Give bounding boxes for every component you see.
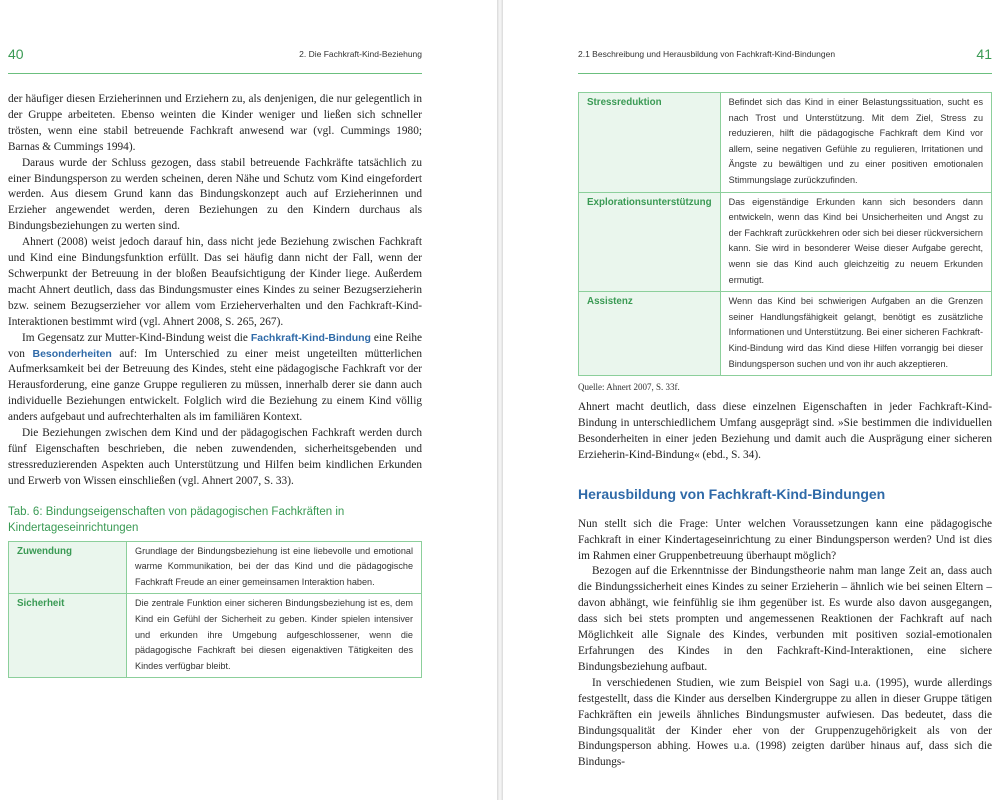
- left-page-header: [8, 44, 422, 74]
- text-run: eine Reihe von: [8, 331, 422, 360]
- page-number: 40: [8, 46, 24, 62]
- table-row: [579, 192, 992, 292]
- paragraph: Ahnert (2008) weist jedoch darauf hin, dass nicht jede Beziehung zwischen Fachkraft und Kind eine Bindungsfunktion erfüllt. Das sei häufig dann nicht der Fall, wenn der Schwerpunkt der Betreuung in der bloßen Beaufsichtigung der Kinder liege. Außerdem macht Ahnert deutlich, dass das Bindungsmuster eines Kindes zu seiner Bezugserzieherin bzw. seinem Bezugserzieher vor allem vom Erzieherverhalten und den Fachkraft-Kind-Interaktionen bestimmt wird (vgl. Ahnert 2008, S. 265, 267).: [8, 236, 422, 328]
- right-page-body: [578, 92, 992, 771]
- table-value-cell: Wenn das Kind bei schwierigen Aufgaben an die Grenzen seiner Handlungsfähigkeit gelangt, benötigt es zusätzliche Informationen und Unterstützung. Bei einer sicheren Fachkraft-Kind-Bindung wird das Kind diese Hilfen vorrangig bei dieser Bindungsperson suchen und von ihr auch akzeptieren.: [720, 292, 991, 376]
- paragraph: Nun stellt sich die Frage: Unter welchen Voraussetzungen kann eine pädagogische Fachkraft in einer Kindertageseinrichtung zu einer Bindungsperson werden? Und ist dies im Rahmen einer Gruppenbetreuung überhaupt möglich?: [578, 517, 992, 562]
- table-value-cell: Grundlage der Bindungsbeziehung ist eine liebevolle und emotional warme Kommunikation, bei der das Kind und die pädagogische Fachkraft Freude an einer gemeinsamen Interaktion haben.: [127, 541, 422, 594]
- left-page-body: [8, 92, 422, 678]
- keyword-highlight: Besonderheiten: [32, 347, 112, 360]
- text-run: Im Gegensatz zur Mutter-Kind-Bindung weist die: [22, 331, 251, 344]
- table-source: Quelle: Ahnert 2007, S. 33f.: [578, 382, 680, 393]
- table-key-cell: Sicherheit: [9, 594, 127, 678]
- table-key-cell: Zuwendung: [9, 541, 127, 594]
- text-run: auf: Im Unterschied zu einer meist ungeteilten mütterlichen Aufmerksamkeit bei der Betreuung des Kindes, steht eine pädagogische Fachkraft vor der Herausforderung, eine ganze Gruppe regulieren zu müssen, innerhalb derer sie dann auch individuelle Beziehungen entwickelt. Folglich wird die Beziehung zu einem Kind völlig anders aufgebaut und aufrechterhalten als im familiären Kontext.: [8, 347, 422, 424]
- running-head: 2. Die Fachkraft-Kind-Beziehung: [299, 49, 422, 59]
- table-row: [9, 541, 422, 594]
- section-heading: Herausbildung von Fachkraft-Kind-Bindungen: [578, 485, 886, 502]
- page-number: 41: [976, 46, 992, 62]
- left-page: [0, 0, 497, 800]
- paragraph: Ahnert macht deutlich, dass diese einzelnen Eigenschaften in jeder Fachkraft-Kind-Bindung in unterschiedlichem Umfang ausgeprägt sind. »Sie bestimmen die individuellen Besonderheiten in einer jeden Beziehung und damit auch die Ausprägung einer sicheren Erzieherin-Kind-Bindung« (ebd., S. 34).: [578, 401, 992, 461]
- paragraph: [8, 331, 422, 426]
- attachment-properties-table: [8, 541, 422, 679]
- paragraph: Die Beziehungen zwischen dem Kind und der pädagogischen Fachkraft werden durch fünf Eigenschaften beschrieben, die neben zuwendenden, sicherheitsgebenden und stressreduzierenden Aspekten auch Unterstützung und Hilfen beim kindlichen Erkunden und Erwerb von Wissen einschließen (vgl. Ahnert 2007, S. 33).: [8, 427, 422, 487]
- attachment-properties-table-continued: [578, 92, 992, 376]
- table-row: [579, 93, 992, 193]
- table-row: [579, 292, 992, 376]
- paragraph: der häufiger diesen Erzieherinnen und Erziehern zu, als denjenigen, die nur gelegentlich in der Gruppe arbeiteten. Ebenso weinten die Kinder weniger und ließen sich schneller trösten, wenn eine stabil betreuende Fachkraft anwesend war (vgl. Cummings 1980; Barnas & Cummings 1994).: [8, 93, 422, 153]
- table-row: [9, 594, 422, 678]
- keyword-highlight: Fachkraft-Kind-Bindung: [250, 331, 371, 344]
- table-value-cell: Die zentrale Funktion einer sicheren Bindungsbeziehung ist es, dem Kind ein Gefühl der Sicherheit zu geben. Kinder spielen intensiver und erkunden ihre Umgebung aufgeschlossener, wenn die pädagogische Fachkraft bei diesen eigenaktiven Tätigkeiten des Kindes verfügbar bleibt.: [127, 594, 422, 678]
- paragraph: In verschiedenen Studien, wie zum Beispiel von Sagi u.a. (1995), wurde allerdings festgestellt, dass die Kinder aus derselben Kindergruppe zu allen in dieser Gruppe tätigen Fachkräften ein jeweils ähnliches Bindungsmuster aufwiesen. Das bedeutet, dass die Bindungsqualität der Kinder eher von der Gruppenzugehörigkeit als von der Bindungsperson abhing. Howes u.a. (1998) zeigten darüber hinaus auf, dass sich die Bindungs-: [578, 676, 992, 769]
- running-head: 2.1 Beschreibung und Herausbildung von Fachkraft-Kind-Bindungen: [578, 49, 836, 59]
- right-page: [503, 0, 1000, 800]
- table-value-cell: Befindet sich das Kind in einer Belastungssituation, sucht es nach Trost und Unterstützung. Mit dem Ziel, Stress zu reduzieren, hilft die pädagogische Fachkraft dem Kind vor allem, seine negativen Gefühle zu regulieren, Irritationen und Ängste zu bewältigen und zu einer positiven emotionalen Stimmungslage zurückzufinden.: [720, 93, 991, 193]
- right-page-header: [578, 44, 992, 74]
- table-caption: Tab. 6: Bindungseigenschaften von pädagogischen Fachkräften in Kindertageseinrichtungen: [8, 505, 345, 534]
- table-key-cell: Stressreduktion: [579, 93, 721, 193]
- table-value-cell: Das eigenständige Erkunden kann sich besonders dann entwickeln, wenn das Kind bei Unsicherheiten und Angst zu der Fachkraft zurückkehren oder sich bei dieser rückversichern kann. Sie wird in besonderer Weise dieser Aufgabe gerecht, wenn sie das Kind auch gleichzeitig zu neuem Erkunden ermutigt.: [720, 192, 991, 292]
- table-key-cell: Assistenz: [579, 292, 721, 376]
- paragraph: Daraus wurde der Schluss gezogen, dass stabil betreuende Fachkräfte tatsächlich zu einer Bindungsperson zu werden scheinen, deren Nähe und Schutz vom Kind eingefordert werden. Aus diesem Grund kann das Bindungskonzept auch auf Erzieherinnen und Erzieher angewendet werden, deren Beziehungen zu den Kindern durchaus als Bindungsbeziehungen zu werten sind.: [8, 156, 422, 233]
- paragraph: Bezogen auf die Erkenntnisse der Bindungstheorie nahm man lange Zeit an, dass auch die Bindungssicherheit eines Kindes zu seiner Erzieherin – ähnlich wie bei seinen Eltern – davon abhängt, wie feinfühlig sie ihm gegenüber ist. Es wurde also davon ausgegangen, dass sich bei stets prompten und angemessenen Reaktionen der Fachkraft auf nach Möglichkeit alle Signale des Kindes, verbunden mit positiven sozial-emotionalen Erfahrungen des Kindes in den Fachkraft-Kind-Interaktionen, eine sichere Bindungsbeziehung aufbaut.: [578, 565, 992, 673]
- table-key-cell: Explorationsunterstützung: [579, 192, 721, 292]
